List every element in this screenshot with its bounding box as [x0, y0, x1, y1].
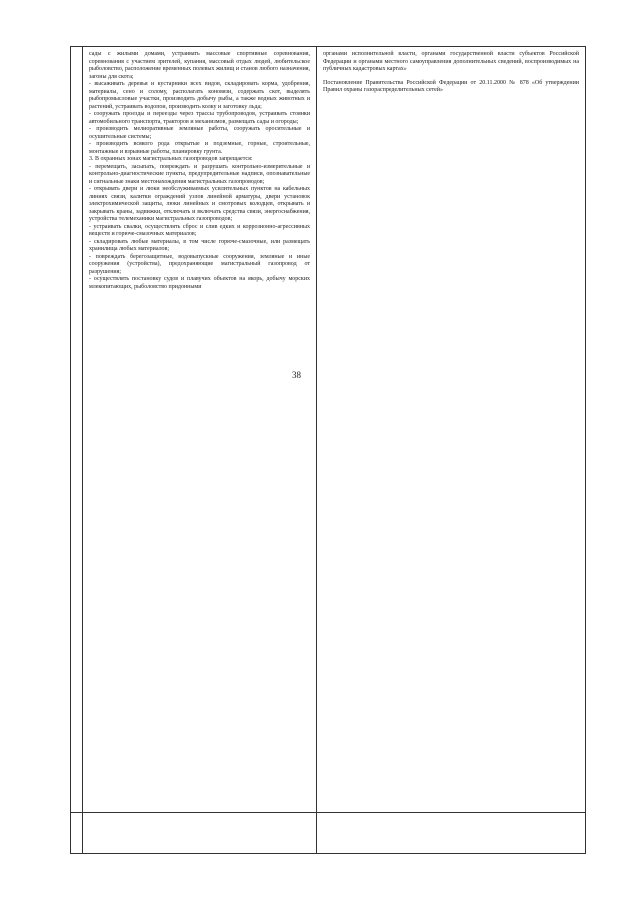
table-cell [317, 813, 585, 853]
table-cell [83, 813, 316, 853]
description-paragraph: - производить всякого рода открытые и подземные, горные, строительные, монтажные и взрывные работы, планировку грунта. [88, 141, 311, 155]
description-paragraph: - повреждать берегозащитные, водовыпускные сооружения, земляные и иные сооружения (устройства), предохраняющие магистральный газопровод от разрушения; [88, 253, 311, 275]
table-cell [71, 813, 82, 853]
restrictions-text-cell [83, 47, 316, 813]
description-paragraph: - перемещать, засыпать, повреждать и разрушать контрольно-измерительные и контрольно-диагностические пункты, предупредительные надписи, опознавательные и сигнальные знаки местонахождения магистральных газопроводов; [88, 163, 311, 185]
description-paragraph: - устраивать свалки, осуществлять сброс и слив едких и коррозионно-агрессивных веществ и горюче-смазочных материалов; [88, 223, 311, 237]
description-paragraph: - открывать двери и люки необслуживаемых усилительных пунктов на кабельных линиях связи, калитки ограждений узлов линейной арматуры, двери установок электрохимической защиты, люки линейных и смотровых колодцев, открывать и закрывать краны, задвижки, отключать и включать средства связи, энергоснабжения, устройства телемеханики магистральных газопроводов; [88, 186, 311, 222]
page-number: 38 [292, 370, 301, 380]
description-paragraph: - производить мелиоративные земляные работы, сооружать оросительные и осушительные системы; [88, 126, 311, 140]
description-paragraph: - высаживать деревья и кустарники всех видов, складировать корма, удобрения, материалы, сено и солому, располагать коновязи, содержать скот, выделять рыбопромысловые участки, производить добычу рыбы, а также водных животных и растений, устраивать водопои, производить колку и заготовку льда; [88, 81, 311, 110]
document-table [70, 46, 586, 854]
legal-basis-cell [317, 47, 585, 813]
description-paragraph: сады с жилыми домами, устраивать массовые спортивные соревнования, соревнования с участием зрителей, купания, массовый отдых людей, любительское рыболовство, расположение временных полевых жилищ и станов любого назначения, загоны для скота; [88, 51, 311, 80]
description-paragraph: 3. В охранных зонах магистральных газопроводов запрещается: [88, 156, 253, 162]
table-column-notes [317, 47, 585, 853]
description-paragraph: - складировать любые материалы, в том числе горюче-смазочные, или размещать хранилища любых материалов; [88, 238, 311, 252]
table-column-description [83, 47, 317, 853]
notes-paragraph: Постановление Правительства Российской Федерации от 20.11.2000 № 878 «Об утверждении Правил охраны газораспределительных сетей» [323, 79, 579, 93]
table-cell [71, 47, 82, 813]
notes-paragraph: органами исполнительной власти, органами государственной власти субъектов Российской Федерации и органами местного самоуправления дополнительных сведений, воспроизводимых на публичных кадастровых картах» [323, 51, 579, 72]
description-paragraph: - осуществлять постановку судов и плавучих объектов на якорь, добычу морских млекопитающих, рыболовство придонными [88, 276, 311, 290]
description-paragraph: - сооружать проезды и переезды через трассы трубопроводов, устраивать стоянки автомобильного транспорта, тракторов и механизмов, размещать сады и огороды; [88, 111, 311, 125]
table-column-narrow [71, 47, 83, 853]
